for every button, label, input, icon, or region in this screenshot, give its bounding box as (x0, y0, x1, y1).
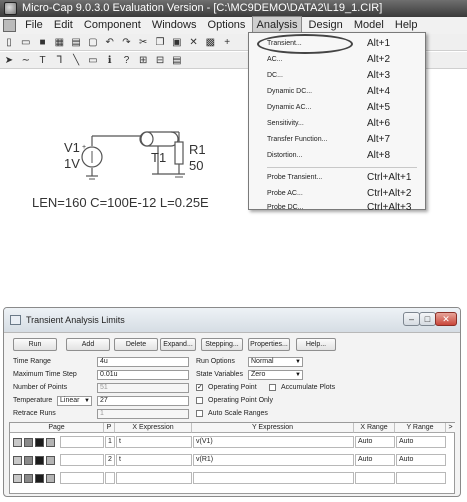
x-range-cell[interactable] (355, 472, 395, 484)
menu-separator (267, 167, 417, 168)
plot-color-swatch[interactable] (13, 438, 22, 447)
col-header-y-range: Y Range (395, 423, 446, 433)
menu-item-dynamic-dc[interactable]: Dynamic DC... Alt+4 (267, 86, 391, 97)
save-icon[interactable]: ■ (39, 37, 46, 48)
select-arrow-icon[interactable]: ➤ (4, 55, 14, 66)
state-variables-select[interactable]: Zero ▼ (248, 370, 303, 380)
menu-model[interactable]: Model (353, 19, 384, 31)
plot-color-swatch[interactable] (46, 456, 55, 465)
v1-plus-sign: + (82, 144, 87, 151)
x-expression-cell[interactable]: t (116, 436, 192, 448)
window-title: Micro-Cap 9.0.3.0 Evaluation Version - [C:\MC9DEMO\DATA2\L19_1.CIR] (22, 2, 383, 14)
time-range-label: Time Range (13, 358, 51, 365)
menu-design[interactable]: Design (308, 19, 343, 31)
col-header-x-range: X Range (354, 423, 395, 433)
x-range-cell[interactable]: Auto (355, 436, 395, 448)
print-preview-icon[interactable]: ▢ (88, 37, 98, 48)
retrace-runs-label: Retrace Runs (13, 410, 56, 417)
run-options-label: Run Options (196, 358, 235, 365)
analysis-menu (248, 32, 426, 213)
r1-resistor[interactable] (175, 142, 183, 164)
new-file-icon[interactable]: ▯ (6, 37, 12, 48)
accumulate-plots-checkbox[interactable] (269, 384, 276, 391)
t1-end-cap (141, 132, 153, 146)
max-time-step-label: Maximum Time Step (13, 371, 77, 378)
plus-icon[interactable]: + (224, 37, 231, 48)
save-all-icon[interactable]: ▦ (54, 37, 65, 48)
temperature-label: Temperature (13, 397, 53, 404)
plot-color-swatch[interactable] (35, 456, 44, 465)
chevron-down-icon: ▼ (84, 398, 90, 404)
app-icon (4, 2, 17, 15)
operating-point-only-label: Operating Point Only (208, 397, 273, 404)
x-expression-cell[interactable]: t (116, 454, 192, 466)
state-variables-label: State Variables (196, 371, 243, 378)
redo-icon[interactable]: ↷ (122, 37, 131, 48)
menu-item-sensitivity[interactable]: Sensitivity... Alt+6 (267, 118, 391, 129)
max-time-step-field[interactable]: 0.01u (97, 370, 189, 380)
plot-color-swatch[interactable] (24, 438, 33, 447)
auto-scale-ranges-checkbox[interactable] (196, 410, 203, 417)
menu-item-dc[interactable]: DC... Alt+3 (267, 70, 391, 81)
paste-icon[interactable]: ▣ (172, 37, 182, 48)
properties-button[interactable]: Properties... (248, 338, 290, 351)
y-range-cell[interactable]: Auto (396, 454, 446, 466)
dialog-title-bar (4, 308, 460, 333)
delete-button[interactable]: Delete (114, 338, 158, 351)
menu-item-probe-dc[interactable]: Probe DC... Ctrl+Alt+3 (267, 202, 412, 213)
minimize-button[interactable]: – (403, 312, 420, 326)
expression-grid (9, 422, 455, 494)
v1-name: V1 (64, 140, 80, 155)
page-cell[interactable] (60, 436, 104, 448)
cut-icon[interactable]: ✂ (139, 37, 148, 48)
col-header-p: P (104, 423, 115, 433)
bus-icon[interactable]: ᒣ (56, 55, 63, 66)
title-bar (0, 0, 467, 17)
dialog-title: Transient Analysis Limits (26, 315, 125, 325)
menu-edit[interactable]: Edit (53, 19, 73, 31)
plot-color-swatch[interactable] (46, 438, 55, 447)
text-tool-icon[interactable]: ▤ (172, 55, 182, 66)
col-header-y-expression: Y Expression (192, 423, 354, 433)
y-range-cell[interactable] (396, 472, 446, 484)
plot-color-swatch[interactable] (35, 438, 44, 447)
menu-item-transfer-function[interactable]: Transfer Function... Alt+7 (267, 134, 391, 145)
open-icon[interactable]: ▭ (21, 37, 31, 48)
menu-help[interactable]: Help (394, 19, 418, 31)
num-points-field[interactable]: 51 (97, 383, 189, 393)
add-button[interactable]: Add (66, 338, 110, 351)
plot-color-swatch[interactable] (35, 474, 44, 483)
menu-component[interactable]: Component (83, 19, 141, 31)
model-params: LEN=160 C=100E-12 L=0.25E (32, 195, 209, 210)
close-button[interactable]: ✕ (435, 312, 457, 326)
plot-color-swatch[interactable] (24, 474, 33, 483)
operating-point-label: Operating Point (208, 384, 257, 391)
y-expression-cell[interactable]: v(V1) (193, 436, 354, 448)
chevron-down-icon: ▼ (295, 359, 301, 365)
print-icon[interactable]: ▤ (71, 37, 81, 48)
chevron-down-icon: ▼ (295, 372, 301, 378)
t1-name: T1 (151, 150, 167, 165)
run-options-select[interactable]: Normal ▼ (248, 357, 303, 367)
text-icon[interactable]: T (39, 55, 46, 66)
page-cell[interactable] (60, 454, 104, 466)
operating-point-only-checkbox[interactable] (196, 397, 203, 404)
auto-scale-ranges-label: Auto Scale Ranges (208, 410, 268, 417)
plot-color-swatch[interactable] (13, 456, 22, 465)
line-icon[interactable]: ╲ (73, 55, 80, 66)
dialog-button-row (4, 338, 460, 352)
menu-item-dynamic-ac[interactable]: Dynamic AC... Alt+5 (267, 102, 391, 113)
page-cell[interactable] (60, 472, 104, 484)
y-range-cell[interactable]: Auto (396, 436, 446, 448)
p-cell[interactable]: 2 (105, 454, 115, 466)
rectangle-icon[interactable]: ▭ (88, 55, 98, 66)
plot-color-swatch[interactable] (13, 474, 22, 483)
col-header-page: Page (10, 423, 104, 433)
p-cell[interactable]: 1 (105, 436, 115, 448)
micro-cap-window (0, 0, 467, 218)
menu-file[interactable]: File (25, 19, 43, 31)
tag-icon[interactable]: ⊟ (155, 55, 165, 66)
r1-value: 50 (189, 158, 204, 173)
retrace-runs-field[interactable]: 1 (97, 409, 189, 419)
expand-button[interactable]: Expand... (160, 338, 196, 351)
time-range-field[interactable]: 4u (97, 357, 189, 367)
undo-icon[interactable]: ↶ (105, 37, 114, 48)
window-icon (10, 315, 21, 325)
menu-item-probe-ac[interactable]: Probe AC... Ctrl+Alt+2 (267, 188, 412, 199)
operating-point-checkbox[interactable]: ✓ (197, 384, 203, 391)
wire-icon[interactable]: ∼ (21, 55, 30, 66)
y-expression-cell[interactable]: v(R1) (193, 454, 354, 466)
accumulate-plots-label: Accumulate Plots (281, 384, 336, 391)
x-expression-cell[interactable] (116, 472, 192, 484)
menu-item-ac[interactable]: AC... Alt+2 (267, 54, 391, 65)
y-expression-cell[interactable] (193, 472, 354, 484)
plot-color-swatch[interactable] (24, 456, 33, 465)
document-icon[interactable] (3, 19, 16, 32)
stepping-button[interactable]: Stepping... (201, 338, 243, 351)
menu-options[interactable]: Options (207, 19, 246, 31)
help-icon[interactable]: ? (123, 55, 130, 66)
info-icon[interactable]: ℹ (107, 55, 112, 66)
v1-value: 1V (64, 156, 80, 171)
menu-windows[interactable]: Windows (151, 19, 197, 31)
copy-icon[interactable]: ❐ (155, 37, 165, 48)
run-button[interactable]: Run (13, 338, 57, 351)
col-header-more[interactable]: > (446, 423, 455, 433)
p-cell[interactable] (105, 472, 115, 484)
menu-item-distortion[interactable]: Distortion... Alt+8 (267, 150, 391, 161)
num-points-label: Number of Points (13, 384, 68, 391)
transient-analysis-limits-dialog (3, 307, 461, 497)
find-icon[interactable]: ▩ (205, 37, 216, 48)
help-button[interactable]: Help... (296, 338, 336, 351)
step-icon[interactable]: ⊞ (139, 55, 148, 66)
menu-item-probe-transient[interactable]: Probe Transient... Ctrl+Alt+1 (267, 172, 412, 183)
delete-icon[interactable]: ✕ (189, 37, 198, 48)
temperature-field[interactable]: 27 (97, 396, 189, 406)
menu-analysis[interactable]: Analysis (253, 17, 302, 34)
r1-name: R1 (189, 142, 206, 157)
col-header-x-expression: X Expression (115, 423, 192, 433)
x-range-cell[interactable]: Auto (355, 454, 395, 466)
menu-item-transient[interactable]: Transient... Alt+1 (267, 38, 391, 49)
maximize-button[interactable]: □ (419, 312, 436, 326)
temperature-mode-select[interactable]: Linear ▼ (57, 396, 92, 406)
plot-color-swatch[interactable] (46, 474, 55, 483)
